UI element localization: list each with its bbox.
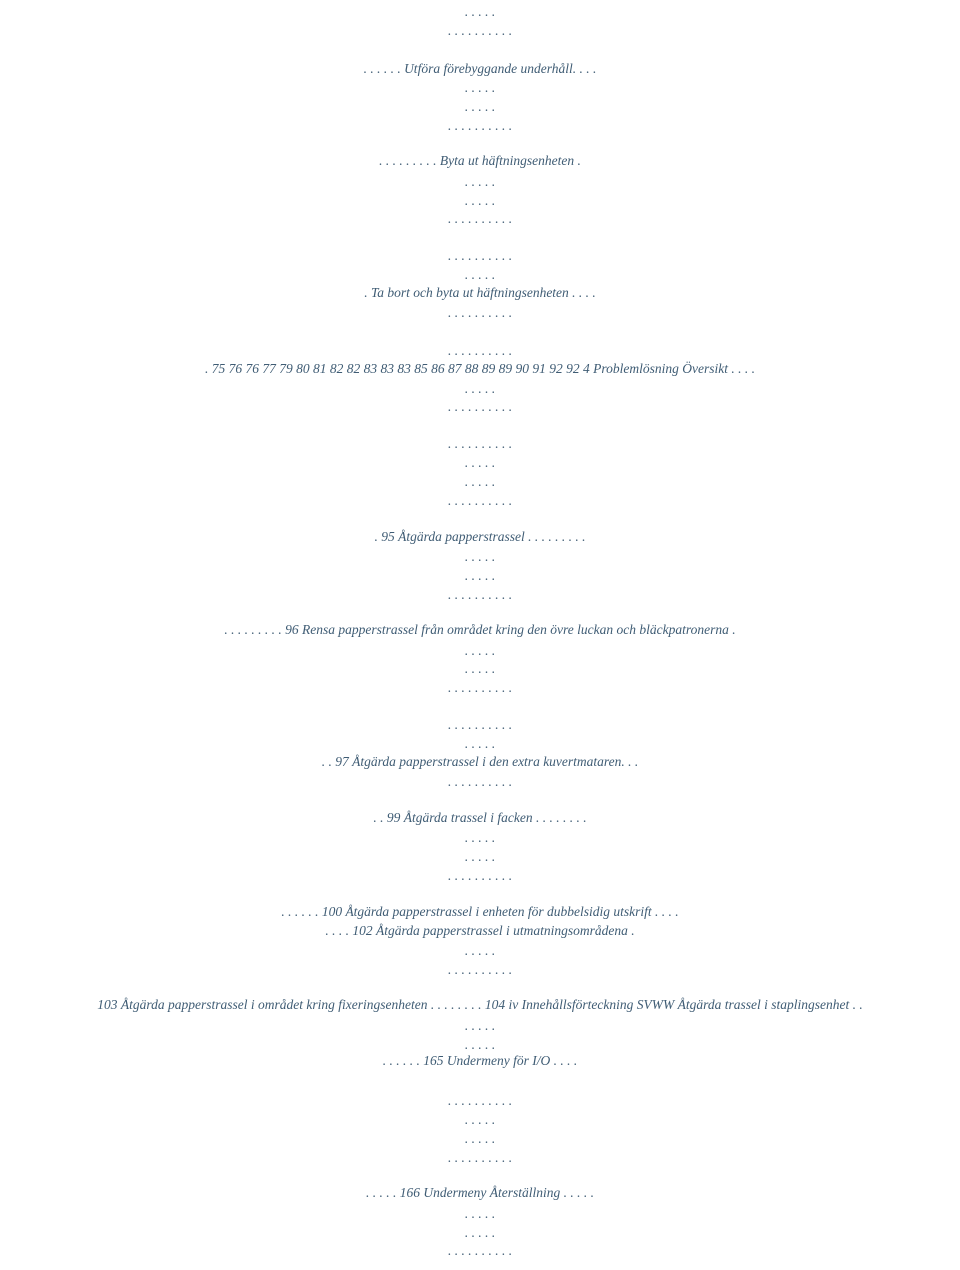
toc-line: . . . . . . . . . . [447, 211, 513, 226]
toc-line: . . . . . . . . . . [447, 23, 513, 38]
toc-line: . . . . . [464, 1206, 496, 1221]
toc-line: . . . . . . . . . . [447, 493, 513, 508]
toc-line: . . . . . [464, 474, 496, 489]
toc-entry: . . 97 Åtgärda papperstrassel i den extra kuvertmataren. . . [321, 754, 639, 769]
toc-line: . . . . . [464, 1018, 496, 1033]
toc-line: . . . . . [464, 4, 496, 19]
toc-entry: . 75 76 76 77 79 80 81 82 82 83 83 83 85 86 87 88 89 89 90 91 92 92 4 Problemlösning Översikt . . . . [205, 361, 755, 376]
toc-line: . . . . . [464, 661, 496, 676]
toc-line: . . . . . . . . . . [447, 1243, 513, 1258]
toc-line: . . . . . . . . . . [447, 118, 513, 133]
toc-line: . . . . . [464, 549, 496, 564]
toc-line: . . . . . . . . . . [447, 868, 513, 883]
toc-entry: . . 99 Åtgärda trassel i facken . . . . . . . . [373, 810, 587, 825]
toc-line: . . . . . [464, 830, 496, 845]
toc-line: . . . . . [464, 193, 496, 208]
toc-line: . . . . . [464, 174, 496, 189]
toc-line: . . . . . . . . . . [447, 587, 513, 602]
toc-entry: . . . . . . Utföra förebyggande underhåll. . . . [363, 61, 597, 76]
toc-entry: . 95 Åtgärda papperstrassel . . . . . . . . . [374, 529, 586, 544]
toc-line: . . . . . [464, 80, 496, 95]
toc-line: . . . . . [464, 943, 496, 958]
toc-entry: 103 Åtgärda papperstrassel i området kring fixeringsenheten . . . . . . . . 104 iv Innehållsförteckning SVWW Åtgärda trassel i staplingsenhet . . [97, 997, 863, 1012]
toc-entry: . . . . . 166 Undermeny Återställning . . . . . [366, 1185, 594, 1200]
toc-entry: . . . . . . . . . Byta ut häftningsenheten . [379, 153, 581, 168]
toc-line: . . . . . . . . . . [447, 248, 513, 263]
toc-line: . . . . . [464, 99, 496, 114]
toc-line: . . . . . . . . . . [447, 717, 513, 732]
toc-line: . . . . . . . . . . [447, 774, 513, 789]
toc-entry: . . . . 102 Åtgärda papperstrassel i utmatningsområdena . [325, 923, 635, 938]
toc-line: . . . . . [464, 267, 496, 282]
toc-line: . . . . . . . . . . [447, 436, 513, 451]
toc-line: . . . . . . . . . . [447, 1150, 513, 1165]
toc-entry: . . . . . . 100 Åtgärda papperstrassel i enheten för dubbelsidig utskrift . . . . [281, 904, 679, 919]
toc-line: . . . . . [464, 568, 496, 583]
toc-line: . . . . . [464, 736, 496, 751]
toc-line: . . . . . . . . . . [447, 399, 513, 414]
toc-line: . . . . . [464, 1225, 496, 1240]
toc-line: . . . . . . . . . . [447, 305, 513, 320]
toc-line: . . . . . . . . . . [447, 1093, 513, 1108]
toc-line: . . . . . [464, 849, 496, 864]
toc-line: . . . . . [464, 455, 496, 470]
toc-line: . . . . . [464, 381, 496, 396]
toc-entry: . Ta bort och byta ut häftningsenheten . . . . [364, 285, 596, 300]
toc-entry: . . . . . . . . . 96 Rensa papperstrassel från området kring den övre luckan och bläckpatronerna . [224, 622, 736, 637]
toc-line: . . . . . [464, 1112, 496, 1127]
toc-line: . . . . . [464, 1037, 496, 1052]
toc-line: . . . . . . . . . . [447, 343, 513, 358]
toc-line: . . . . . [464, 643, 496, 658]
toc-line: . . . . . . . . . . [447, 962, 513, 977]
toc-line: . . . . . [464, 1131, 496, 1146]
toc-line: . . . . . . . . . . [447, 680, 513, 695]
toc-entry: . . . . . . 165 Undermeny för I/O . . . . [382, 1053, 578, 1068]
